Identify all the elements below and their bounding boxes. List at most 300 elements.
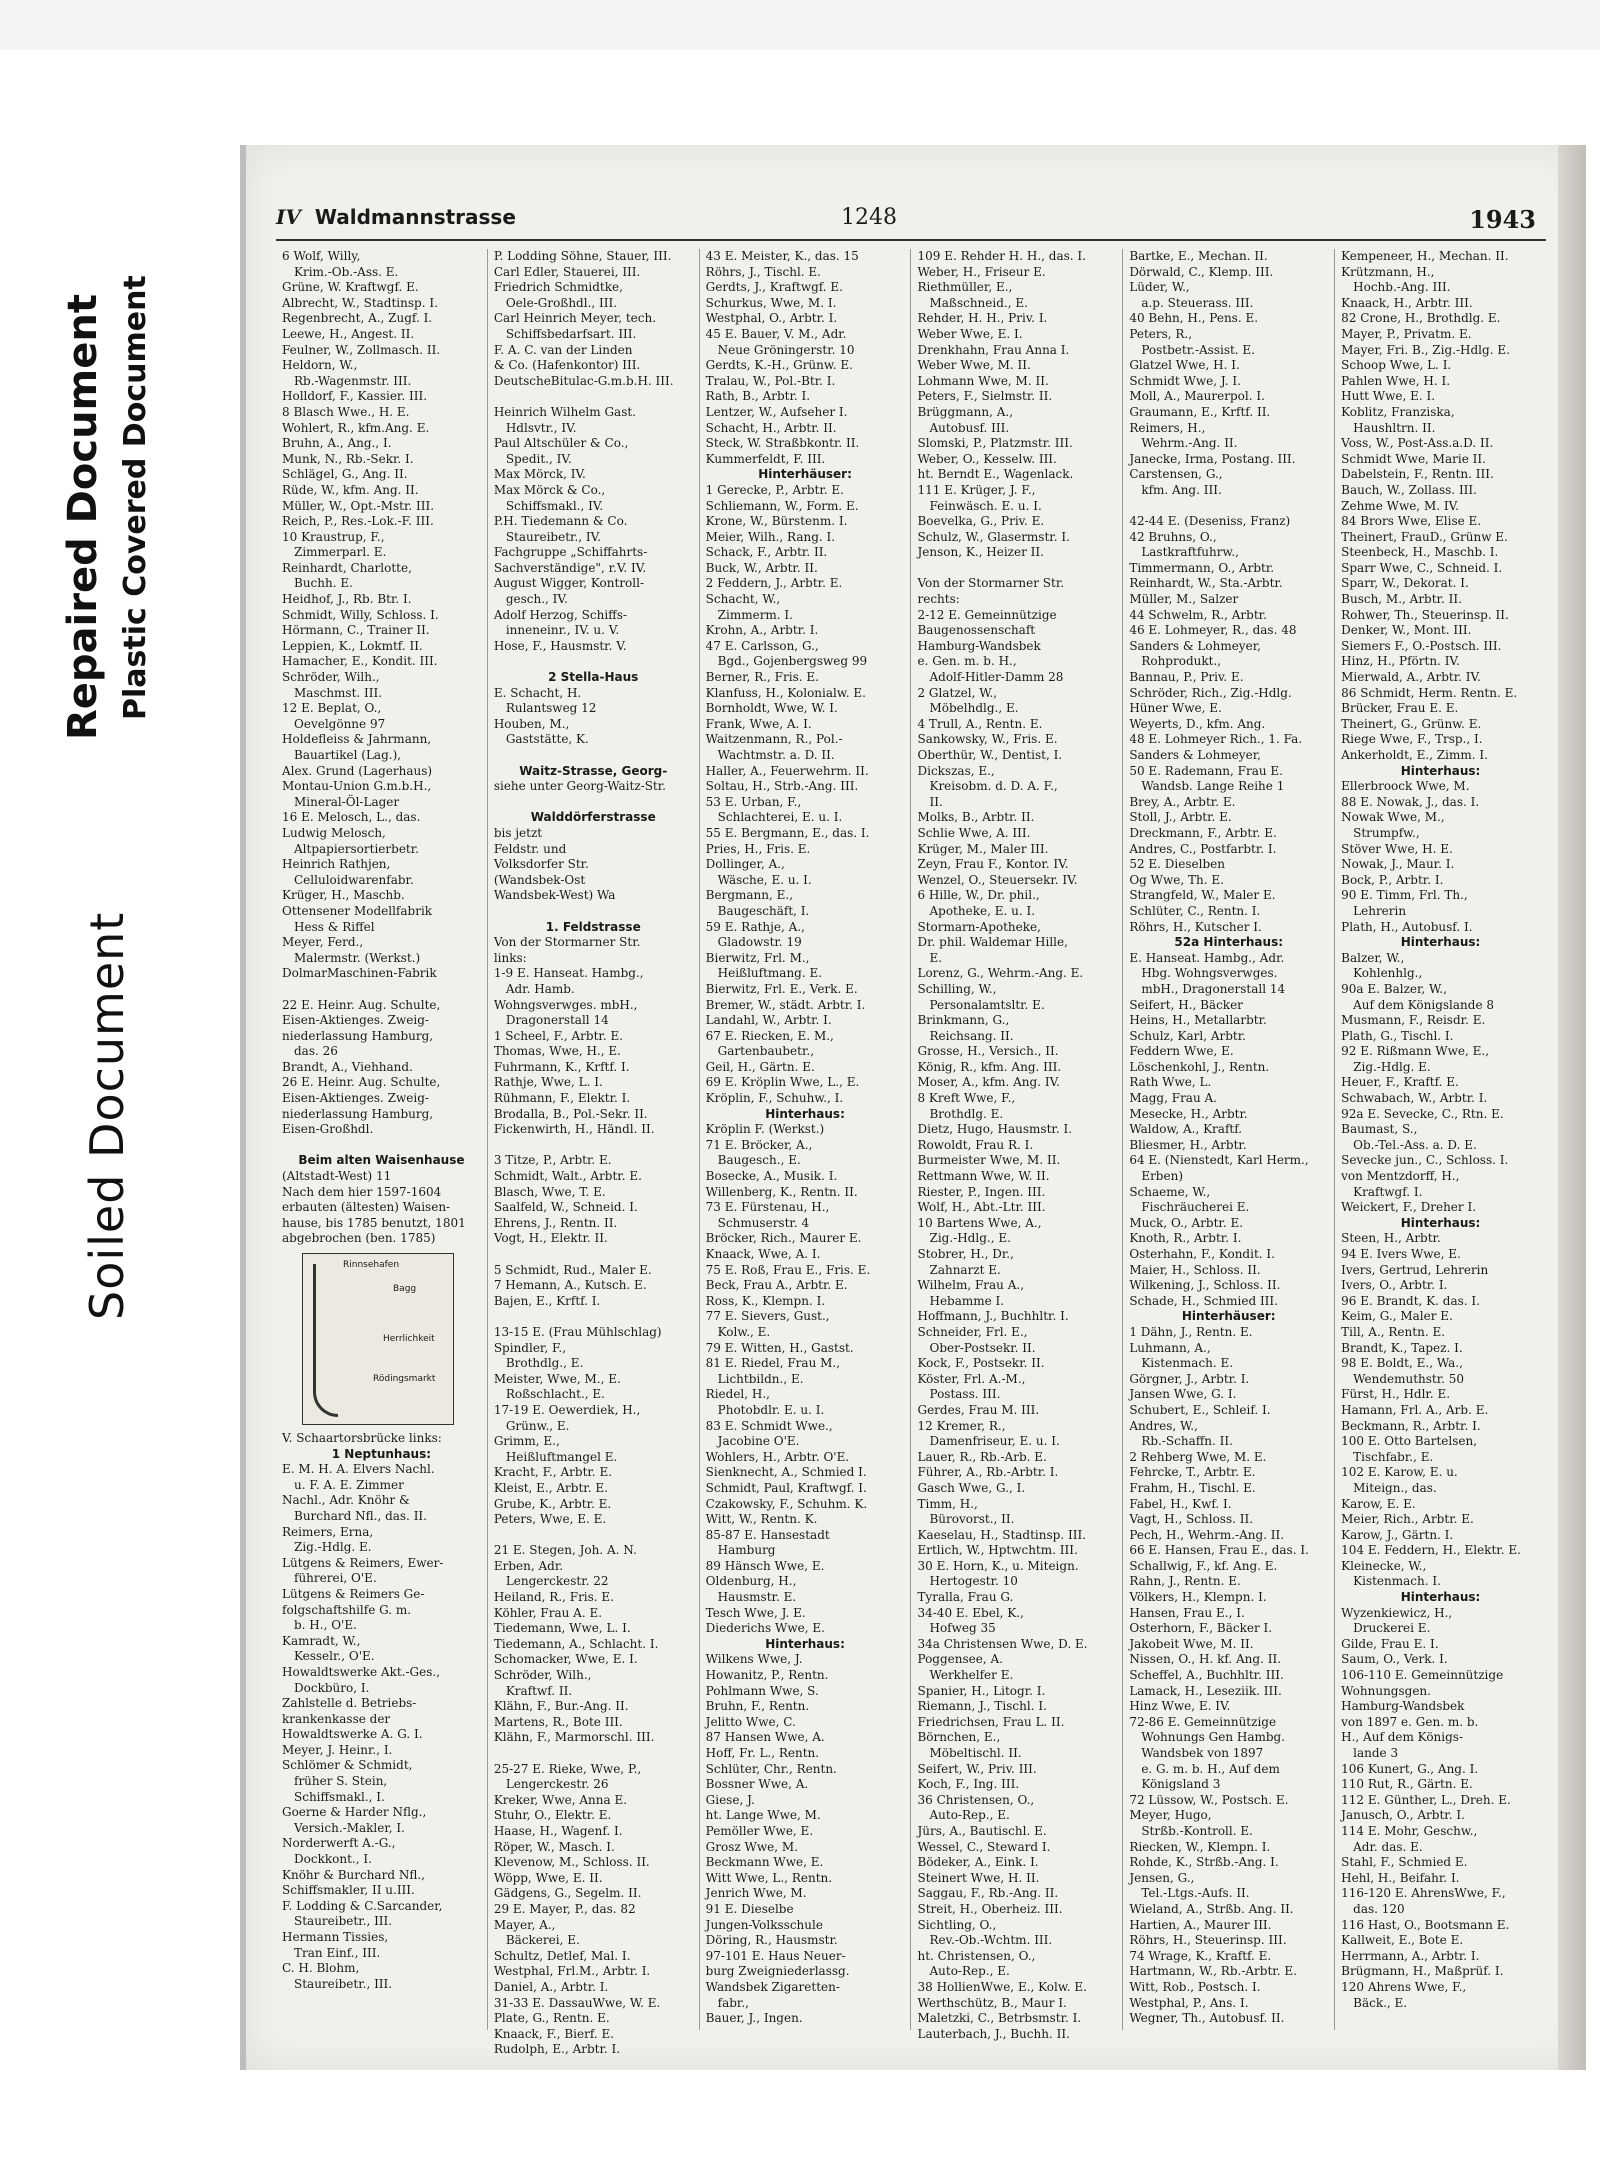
directory-entry: Witt, Rob., Postsch. I. [1129, 1979, 1261, 1994]
directory-entry: Wohlers, H., Arbtr. O'E. [705, 1449, 850, 1464]
directory-entry: Alex. Grund (Lagerhaus) [282, 763, 433, 778]
directory-entry: Riester, P., Ingen. III. [917, 1184, 1046, 1199]
directory-entry: Albrecht, W., Stadtinsp. I. [282, 295, 438, 310]
directory-entry: Hinterhaus: [1400, 935, 1481, 950]
directory-entry: Burmeister Wwe, M. II. [917, 1153, 1061, 1168]
directory-entry: Reimers, Erna, [282, 1524, 374, 1539]
directory-entry: Saalfeld, W., Schneid. I. [493, 1200, 638, 1215]
directory-entry: Rahn, J., Rentn. E. [1129, 1574, 1241, 1589]
directory-entry: Sevecke jun., C., Schloss. I. [1341, 1153, 1509, 1168]
directory-entry: gesch., IV. [505, 592, 568, 607]
directory-entry: Hoffmann, J., Buchhltr. I. [917, 1309, 1069, 1324]
directory-entry: Feulner, W., Zollmasch. II. [282, 342, 441, 357]
directory-entry: Dockbüro, I. [294, 1680, 370, 1695]
directory-entry: Balzer, W., [1341, 950, 1405, 965]
page-year: 1943 [1469, 205, 1536, 234]
directory-entry: Personalamtsltr. E. [929, 997, 1045, 1012]
directory-entry: Fabel, H., Kwf. I. [1129, 1496, 1232, 1511]
directory-entry: Pemöller Wwe, E. [705, 1823, 814, 1838]
directory-entry: Wilhelm, Frau A., [917, 1278, 1025, 1293]
directory-entry: 16 E. Melosch, L., das. [282, 810, 421, 825]
directory-entry: 1 Neptunhaus: [331, 1446, 432, 1461]
directory-entry: Wilkening, J., Schloss. II. [1129, 1278, 1281, 1293]
directory-entry: Kesselr., O'E. [294, 1649, 375, 1664]
directory-entry: Herrmann, A., Arbtr. I. [1341, 1948, 1480, 1963]
directory-entry [282, 982, 481, 998]
directory-entry: Zehme Wwe, M. IV. [1341, 498, 1459, 513]
directory-entry: Hinterhaus: [1400, 763, 1481, 778]
directory-entry: Klähn, F., Marmorschl. III. [493, 1730, 655, 1745]
directory-entry: Tralau, W., Pol.-Btr. I. [705, 373, 836, 388]
directory-entry: Howaldtswerke Akt.-Ges., [282, 1664, 441, 1679]
directory-entry: Dörwald, C., Klemp. III. [1129, 264, 1274, 279]
directory-entry: Stobrer, H., Dr., [917, 1247, 1014, 1261]
directory-entry: 2 Feddern, J., Arbtr. E. [705, 576, 843, 591]
directory-entry: 98 E. Boldt, E., Wa., [1341, 1356, 1463, 1371]
directory-entry: Streit, H., Oberheiz. III. [917, 1901, 1063, 1916]
directory-entry: Hbg. Wohngsverwges. [1141, 966, 1278, 981]
directory-entry: Hinterhaus: [1400, 1215, 1481, 1230]
directory-entry: 7 Hemann, A., Kutsch. E. [493, 1278, 647, 1293]
directory-entry: Kistenmach. E. [1141, 1356, 1234, 1371]
directory-columns [276, 249, 1546, 2057]
directory-entry: 90 E. Timm, Frl. Th., [1341, 888, 1468, 903]
directory-entry: E. Hanseat. Hambg., Adr. [1129, 950, 1285, 965]
directory-entry: Jürs, A., Bautischl. E. [917, 1823, 1047, 1838]
page-number: 1248 [841, 205, 897, 230]
directory-entry: Till, A., Rentn. E. [1341, 1324, 1446, 1339]
directory-entry: Döring, R., Hausmstr. [705, 1933, 838, 1948]
directory-entry: DolmarMaschinen-Fabrik [282, 966, 437, 981]
directory-entry: 42 Bruhns, O., [1129, 529, 1217, 544]
directory-entry: Jacobine O'E. [717, 1434, 800, 1449]
directory-entry: von Mentzdorff, H., [1341, 1169, 1460, 1184]
document-condition-tabs [60, 200, 210, 1320]
directory-entry: Krohn, A., Arbtr. I. [705, 623, 819, 638]
directory-entry: Lorenz, G., Wehrm.-Ang. E. [917, 966, 1084, 981]
directory-entry: Fischräucherei E. [1141, 1200, 1250, 1215]
directory-entry: Führer, A., Rb.-Arbtr. I. [917, 1465, 1059, 1480]
directory-entry: 53 E. Urban, F., [705, 794, 802, 809]
directory-entry: Bornholdt, Wwe, W. I. [705, 701, 838, 716]
directory-entry: Czakowsky, F., Schuhm. K. [705, 1496, 868, 1511]
directory-entry: 10 Bartens Wwe, A., [917, 1215, 1042, 1230]
directory-entry: Willenberg, K., Rentn. II. [705, 1184, 858, 1199]
directory-entry: 97-101 E. Haus Neuer- [705, 1948, 846, 1963]
directory-entry: Wegner, Th., Autobusf. II. [1129, 2011, 1285, 2026]
directory-entry: Schiffsbedarfsart. III. [505, 326, 637, 341]
directory-entry: Fickenwirth, H., Händl. II. [493, 1122, 655, 1137]
directory-entry [494, 1528, 693, 1544]
directory-entry: Graumann, E., Krftf. II. [1129, 404, 1271, 419]
directory-entry: 1 Dähn, J., Rentn. E. [1129, 1324, 1253, 1339]
directory-entry: Damenfriseur, E. u. I. [929, 1434, 1060, 1449]
directory-entry: Musmann, F., Reisdr. E. [1341, 1013, 1486, 1028]
directory-entry: Grünw., E. [505, 1418, 570, 1433]
directory-entry: Siemers F., O.-Postsch. III. [1341, 638, 1502, 653]
directory-entry: Görgner, J., Arbtr. I. [1129, 1371, 1250, 1386]
directory-entry: Nowak, J., Maur. I. [1341, 857, 1455, 872]
directory-entry [1129, 499, 1328, 515]
directory-entry: inneneinr., IV. u. V. [505, 623, 620, 638]
directory-entry: Boevelka, G., Priv. E. [917, 514, 1045, 529]
directory-entry: Möbelhdlg., E. [929, 701, 1019, 716]
directory-entry: Gilde, Frau E. I. [1341, 1636, 1439, 1651]
directory-entry: Eisen-Aktienges. Zweig- [282, 1091, 429, 1106]
directory-entry: Frahm, H., Tischl. E. [1129, 1480, 1256, 1495]
directory-entry: Köster, Frl. A.-M., [917, 1371, 1026, 1386]
directory-entry: Riemann, J., Tischl. I. [917, 1699, 1047, 1714]
directory-entry: Moll, A., Maurerpol. I. [1129, 389, 1265, 404]
directory-entry: Ludwig Melosch, [282, 825, 386, 840]
directory-entry: Schallwig, F., kf. Ang. E. [1129, 1558, 1278, 1573]
directory-entry: Westphal, O., Arbtr. I. [705, 311, 838, 326]
directory-entry: Nach dem hier 1597-1604 [282, 1184, 442, 1199]
directory-entry: Bliesmer, H., Arbtr. [1129, 1137, 1247, 1152]
directory-entry: von 1897 e. Gen. m. b. [1341, 1714, 1479, 1729]
directory-entry: 91 E. Dieselbe [705, 1901, 794, 1916]
directory-entry: Feinwäsch. E. u. I. [929, 498, 1042, 513]
directory-entry: 6 Hille, W., Dr. phil., [917, 888, 1040, 903]
directory-entry: Kreker, Wwe, Anna E. [493, 1792, 628, 1807]
directory-entry: Carstensen, G., [1129, 467, 1223, 482]
directory-entry: Sparr, W., Dekorat. I. [1341, 576, 1469, 591]
directory-entry: Denker, W., Mont. III. [1341, 623, 1472, 638]
directory-entry: Bajen, E., Krftf. I. [493, 1293, 601, 1308]
directory-entry: Moser, A., kfm. Ang. IV. [917, 1075, 1060, 1090]
directory-entry: 29 E. Mayer, P., das. 82 [493, 1901, 636, 1916]
directory-entry: Brothdlg. E. [929, 1106, 1004, 1121]
directory-entry: Schiffsmakl., I. [294, 1789, 385, 1804]
map-label: Rinnsehafen [343, 1260, 400, 1270]
directory-entry: krankenkasse der [282, 1711, 391, 1726]
directory-entry: 109 E. Rehder H. H., das. I. [917, 249, 1086, 263]
directory-entry: Schlachterei, E. u. I. [717, 810, 843, 825]
directory-entry: Röhrs, H., Steuerinsp. III. [1129, 1933, 1287, 1948]
directory-entry: Gasch Wwe, G., I. [917, 1480, 1026, 1495]
directory-entry: Bremer, W., städt. Arbtr. I. [705, 997, 866, 1012]
directory-entry: Pohlmann Wwe, S. [705, 1683, 819, 1698]
directory-entry: Lohmann Wwe, M. II. [917, 373, 1049, 388]
directory-entry: Nissen, O., H. kf. Ang. II. [1129, 1652, 1282, 1667]
directory-entry: Kreisobm. d. D. A. F., [929, 779, 1058, 794]
directory-entry: Fachgruppe „Schiffahrts- [493, 545, 648, 560]
directory-entry: Erben, Adr. [493, 1558, 564, 1573]
directory-entry: Bauch, W., Zollass. III. [1341, 482, 1477, 497]
directory-entry: Strumpfw., [1353, 825, 1420, 840]
directory-entry: Burchard Nfl., das. II. [294, 1508, 427, 1523]
directory-entry: Howaldtswerke A. G. I. [282, 1727, 423, 1742]
directory-entry: Peters, Wwe, E. E. [493, 1512, 607, 1527]
directory-entry: Rettmann Wwe, W. II. [917, 1169, 1050, 1184]
directory-entry: Zimmerparl. E. [294, 545, 387, 560]
directory-entry: 102 E. Karow, E. u. [1341, 1465, 1458, 1480]
directory-entry: Leewe, H., Angest. II. [282, 326, 415, 341]
directory-entry: Zeyn, Frau F., Kontor. IV. [917, 857, 1069, 872]
directory-entry: Wandsbek Zigaretten- [705, 1979, 840, 1994]
directory-entry: 96 E. Brandt, K. das. I. [1341, 1293, 1480, 1308]
directory-entry: Grube, K., Arbtr. E. [493, 1496, 612, 1511]
directory-entry: Karow, J., Gärtn. I. [1341, 1527, 1454, 1542]
directory-entry: Reichsang. II. [929, 1028, 1014, 1043]
directory-entry: Hebamme I. [929, 1293, 1005, 1308]
directory-entry: Kock, F., Postsekr. II. [917, 1356, 1045, 1371]
directory-entry: Janusch, O., Arbtr. I. [1341, 1808, 1465, 1823]
directory-entry: Zahnarzt E. [929, 1262, 1001, 1277]
directory-entry: Mineral-Öl-Lager [294, 794, 400, 809]
directory-entry: Wandsb. Lange Reihe 1 [1141, 779, 1285, 794]
directory-entry: Andres, C., Postfarbtr. I. [1129, 841, 1277, 856]
directory-entry: Oele-Großhdl., III. [505, 295, 618, 310]
directory-entry: Knoth, R., Arbtr. I. [1129, 1231, 1242, 1246]
directory-entry: Neue Gröningerstr. 10 [717, 342, 855, 357]
directory-entry: 52a Hinterhaus: [1174, 935, 1284, 950]
directory-entry: Miteign., das. [1353, 1480, 1437, 1495]
directory-entry: Lehrerin [1353, 903, 1407, 918]
directory-entry: folgschaftshilfe G. m. [282, 1602, 412, 1617]
directory-entry: Pech, H., Wehrm.-Ang. II. [1129, 1527, 1285, 1542]
directory-entry: Grosz Wwe, M. [705, 1839, 798, 1854]
directory-entry: niederlassung Hamburg, [282, 1028, 434, 1043]
directory-entry: Schlägel, G., Ang. II. [282, 467, 408, 482]
directory-entry: Stormarn-Apotheke, [917, 919, 1041, 934]
directory-entry: DeutscheBitulac-G.m.b.H. III. [493, 373, 674, 388]
directory-entry: Rehder, H. H., Priv. I. [917, 311, 1048, 326]
directory-entry: Weyerts, D., kfm. Ang. [1129, 716, 1266, 731]
directory-entry: Knöhr & Burchard Nfl., [282, 1867, 425, 1882]
directory-entry: 67 E. Riecken, E. M., [705, 1028, 834, 1043]
directory-entry: Soltau, H., Strb.-Ang. III. [705, 779, 859, 794]
directory-entry: Beck, Frau A., Arbtr. E. [705, 1278, 848, 1293]
volume-number: IV [276, 205, 301, 229]
directory-entry: Lütgens & Reimers, Ewer- [282, 1555, 444, 1570]
directory-entry: Ehrens, J., Rentn. II. [493, 1215, 618, 1230]
directory-entry: Pahlen Wwe, H. I. [1341, 373, 1451, 388]
directory-entry: Rb.-Schaffn. II. [1141, 1434, 1233, 1449]
directory-entry: Fuhrmann, K., Krftf. I. [493, 1059, 630, 1074]
directory-entry: 12 E. Beplat, O., [282, 701, 382, 716]
directory-entry: Hausmstr. E. [717, 1590, 797, 1605]
directory-entry: Goerne & Harder Nflg., [282, 1805, 427, 1820]
directory-entry: Feldstr. und [493, 841, 567, 856]
directory-entry: Bierwitz, Frl. M., [705, 950, 810, 965]
directory-entry: erbauten (ältesten) Waisen- [282, 1200, 451, 1215]
map-label: Rödingsmarkt [373, 1374, 436, 1384]
directory-entry: Waitzenmann, R., Pol.- [705, 732, 843, 747]
directory-column-2 [488, 249, 700, 2057]
directory-entry: Hose, F., Hausmstr. V. [493, 638, 627, 653]
directory-entry: Hertogestr. 10 [929, 1574, 1018, 1589]
directory-column-3 [700, 249, 912, 2030]
directory-entry: Fürst, H., Hdlr. E. [1341, 1387, 1451, 1402]
directory-entry: Norderwerft A.-G., [282, 1836, 396, 1851]
directory-entry: Kolw., E. [717, 1324, 771, 1339]
directory-entry: Staureibetr., III. [294, 1914, 393, 1929]
directory-entry: Wohngsverwges. mbH., [493, 997, 638, 1012]
directory-entry: Bgd., Gojenbergsweg 99 [717, 654, 868, 669]
directory-entry: Schwabach, W., Arbtr. I. [1341, 1091, 1488, 1106]
directory-entry: Jakobeit Wwe, M. II. [1129, 1636, 1254, 1651]
directory-entry: Malermstr. (Werkst.) [294, 950, 421, 965]
directory-entry: 10 Kraustrup, F., [282, 529, 385, 544]
directory-entry: links: [493, 950, 527, 965]
directory-entry: Kempeneer, H., Mechan. II. [1341, 249, 1509, 263]
directory-entry: Jansen Wwe, G. I. [1129, 1387, 1237, 1402]
directory-column-6 [1335, 249, 1546, 2030]
directory-entry: Klanfuss, H., Kolonialw. E. [705, 685, 866, 700]
directory-entry: E. [929, 950, 943, 965]
directory-entry: Bürovorst., II. [929, 1512, 1015, 1527]
directory-entry: Schröder, Wilh., [493, 1668, 592, 1683]
directory-entry: Von der Stormarner Str. [917, 576, 1065, 591]
directory-entry: Schneider, Frl. E., [917, 1324, 1028, 1339]
directory-entry: Brüggmann, A., [917, 404, 1014, 419]
directory-entry: Kröplin F. (Werkst.) [705, 1122, 825, 1137]
directory-entry: 2-12 E. Gemeinnützige [917, 607, 1057, 622]
directory-entry: Luhmann, A., [1129, 1340, 1211, 1355]
directory-entry: Feddern Wwe, E. [1129, 1044, 1234, 1059]
directory-entry: Beim alten Waisenhause [298, 1153, 465, 1168]
directory-entry: Bauer, J., Ingen. [705, 2011, 803, 2026]
directory-entry: Pries, H., Fris. E. [705, 841, 811, 856]
directory-column-4 [911, 249, 1123, 2041]
directory-entry: Kleinecke, W., [1341, 1558, 1427, 1573]
directory-entry: Hartmann, W., Rb.-Arbtr. E. [1129, 1964, 1297, 1979]
directory-entry: 40 Behn, H., Pens. E. [1129, 311, 1259, 326]
directory-entry: Osterhahn, F., Kondit. I. [1129, 1247, 1275, 1261]
directory-entry: Holldorf, F., Kassier. III. [282, 389, 428, 404]
directory-entry: 4 Trull, A., Rentn. E. [917, 716, 1043, 731]
directory-entry: Adr. Hamb. [505, 981, 575, 996]
directory-entry: Schilling, W., [917, 981, 997, 996]
soiled-document-label: Soiled Document [80, 911, 134, 1320]
directory-entry: Schmidt, Paul, Kraftwgf. I. [705, 1480, 867, 1495]
directory-entry: 82 Crone, H., Brothdlg. E. [1341, 311, 1501, 326]
directory-entry: Gladowstr. 19 [717, 935, 802, 950]
directory-entry: e. Gen. m. b. H., [917, 654, 1017, 669]
directory-entry: Röhrs, J., Tischl. E. [705, 264, 821, 279]
directory-entry: Apotheke, E. u. I. [929, 903, 1036, 918]
directory-entry: Reinhardt, W., Sta.-Arbtr. [1129, 576, 1283, 591]
directory-entry: Kraftwgf. I. [1353, 1184, 1423, 1199]
directory-entry: 8 Kreft Wwe, F., [917, 1091, 1016, 1106]
directory-entry: Maschmst. III. [294, 685, 383, 700]
directory-entry: Weber, O., Kesselw. III. [917, 451, 1057, 466]
directory-entry: Knaack, Wwe, A. I. [705, 1247, 821, 1261]
directory-entry: Schmidt, Walt., Arbtr. E. [493, 1169, 642, 1184]
directory-entry: Hdlsvtr., IV. [505, 420, 577, 435]
directory-entry: Postbetr.-Assist. E. [1141, 342, 1256, 357]
directory-entry: Martens, R., Bote III. [493, 1714, 623, 1729]
directory-entry: F. A. C. van der Linden [493, 342, 633, 357]
directory-entry: Auto-Rep., E. [929, 1808, 1010, 1823]
directory-entry: Buchh. E. [294, 576, 353, 591]
directory-entry: Tischfabr., E. [1353, 1449, 1434, 1464]
directory-entry: Kaeselau, H., Stadtinsp. III. [917, 1527, 1086, 1542]
directory-entry: Saum, O., Verk. I. [1341, 1652, 1448, 1667]
directory-entry: das. 26 [294, 1044, 338, 1059]
directory-entry: Kröplin, F., Schuhw., I. [705, 1091, 844, 1106]
directory-entry: ht. Berndt E., Wagenlack. [917, 467, 1074, 482]
directory-entry: Ertlich, W., Hptwchtm. III. [917, 1543, 1078, 1558]
map-label: Bagg [393, 1284, 417, 1294]
directory-entry: Keim, G., Maler E. [1341, 1309, 1453, 1324]
directory-entry: Brücker, Frau E. E. [1341, 701, 1459, 716]
directory-entry: Schiffsmakl., IV. [505, 498, 604, 513]
directory-entry: 85-87 E. Hansestadt [705, 1527, 830, 1542]
directory-entry: Wohnungs Gen Hambg. [1141, 1730, 1286, 1745]
directory-entry: Frank, Wwe, A. I. [705, 716, 812, 731]
directory-entry: Zig.-Hdlg. E. [1353, 1059, 1431, 1074]
directory-entry: Schacht, H., Arbtr. II. [705, 420, 837, 435]
directory-entry: Hutt Wwe, E. I. [1341, 389, 1436, 404]
directory-entry: Roßschlacht., E. [505, 1387, 605, 1402]
directory-entry: Busch, M., Arbtr. II. [1341, 592, 1462, 607]
directory-entry: Druckerei E. [1353, 1621, 1431, 1636]
directory-entry: Zig.-Hdlg. E. [294, 1540, 372, 1555]
directory-entry: bis jetzt [493, 825, 543, 840]
directory-entry: Sachverständige", r.V. IV. [493, 560, 647, 575]
directory-entry: Schade, H., Schmied III. [1129, 1293, 1278, 1308]
directory-entry: Rath, B., Arbtr. I. [705, 389, 811, 404]
directory-entry [494, 389, 693, 405]
directory-entry: Rathje, Wwe, L. I. [493, 1075, 603, 1090]
directory-entry: das. 120 [1353, 1901, 1405, 1916]
directory-entry: Adolf-Hitler-Damm 28 [929, 670, 1064, 685]
directory-entry: Sienknecht, A., Schmied I. [705, 1465, 867, 1480]
directory-column-5 [1123, 249, 1335, 2030]
street-name: Waldmannstrasse [314, 205, 516, 229]
directory-entry: 100 E. Otto Bartelsen, [1341, 1434, 1478, 1449]
directory-entry: Maier, H., Schloss. II. [1129, 1262, 1261, 1277]
directory-entry: Friedrichsen, Frau L. II. [917, 1714, 1065, 1729]
directory-entry: Vagt, H., Schloss. II. [1129, 1512, 1254, 1527]
directory-entry: Rowoldt, Frau R. I. [917, 1137, 1034, 1152]
directory-entry: Brinkmann, G., [917, 1013, 1010, 1028]
directory-entry: Schmidt Wwe, J. I. [1129, 373, 1241, 388]
directory-entry: 47 E. Carlsson, G., [705, 638, 819, 653]
directory-entry: Zig.-Hdlg., E. [929, 1231, 1011, 1246]
repaired-document-label: Repaired Document [60, 294, 106, 740]
directory-entry: Rohde, K., Strßb.-Ang. I. [1129, 1855, 1279, 1870]
directory-entry: Wolf, H., Abt.-Ltr. III. [917, 1200, 1046, 1215]
directory-entry: Schaeme, W., [1129, 1184, 1211, 1199]
directory-column-1 [276, 249, 488, 2030]
directory-entry: Tesch Wwe, J. E. [705, 1605, 806, 1620]
directory-entry: 48 E. Lohmeyer Rich., 1. Fa. [1129, 732, 1303, 747]
directory-entry: Baugeschäft, I. [717, 903, 810, 918]
directory-entry: Brey, A., Arbtr. E. [1129, 794, 1236, 809]
directory-entry: Lauterbach, J., Buchh. II. [917, 2026, 1070, 2041]
directory-entry [494, 654, 693, 670]
directory-entry: Hoff, Fr. L., Rentn. [705, 1746, 820, 1760]
directory-entry: Schröder, Rich., Zig.-Hdlg. [1129, 685, 1292, 700]
directory-entry: 75 E. Roß, Frau E., Fris. E. [705, 1262, 871, 1277]
directory-entry: Wöpp, Wwe, E. II. [493, 1870, 603, 1885]
directory-entry: II. [929, 794, 943, 809]
directory-entry: 2 Glatzel, W., [917, 685, 998, 700]
directory-entry: Glatzel Wwe, H. I. [1129, 358, 1240, 373]
directory-entry: Heinrich Rathjen, [282, 857, 391, 872]
directory-entry: Kummerfeldt, F. III. [705, 451, 826, 466]
directory-entry: 30 E. Horn, K., u. Miteign. [917, 1558, 1079, 1573]
directory-entry: P. Lodding Söhne, Stauer, III. [493, 249, 672, 263]
directory-entry: 77 E. Sievers, Gust., [705, 1309, 830, 1324]
directory-entry: Reich, P., Res.-Lok.-F. III. [282, 514, 434, 529]
directory-entry: Dreckmann, F., Arbtr. E. [1129, 825, 1277, 840]
directory-entry: Steinert Wwe, H. II. [917, 1870, 1040, 1885]
directory-entry: Plath, G., Tischl. I. [1341, 1028, 1454, 1043]
